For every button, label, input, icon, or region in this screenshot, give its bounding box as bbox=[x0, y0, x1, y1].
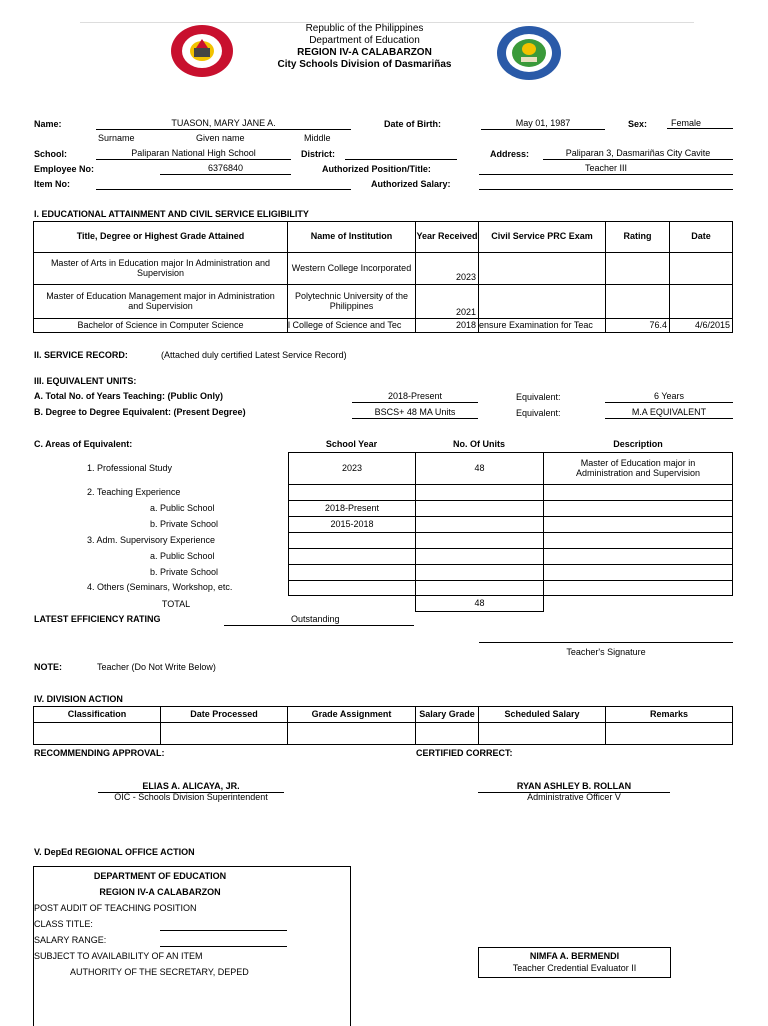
sig2-name: RYAN ASHLEY B. ROLLAN bbox=[478, 781, 670, 793]
efficiency-label: LATEST EFFICIENCY RATING bbox=[34, 614, 161, 624]
recommending-label: RECOMMENDING APPROVAL: bbox=[34, 748, 165, 758]
employee-label: Employee No: bbox=[34, 164, 95, 174]
note-text: Teacher (Do Not Write Below) bbox=[97, 662, 216, 672]
div-header-grade: Grade Assignment bbox=[287, 706, 416, 723]
employee-value: 6376840 bbox=[160, 163, 291, 175]
area-units-cell bbox=[415, 548, 544, 565]
evaluator-name: NIMFA A. BERMENDI bbox=[529, 951, 620, 961]
div-cell bbox=[605, 722, 733, 745]
edu-row-date bbox=[669, 252, 733, 285]
area-units-cell bbox=[415, 532, 544, 549]
edu-header-rating: Rating bbox=[605, 221, 670, 253]
edu-row-exam bbox=[478, 252, 606, 285]
area-year-cell: 2018-Present bbox=[288, 500, 416, 517]
division-seal-icon bbox=[495, 25, 563, 81]
area-desc-cell bbox=[543, 532, 733, 549]
edu-row-year: 2021 bbox=[415, 284, 479, 319]
area-year-cell bbox=[288, 532, 416, 549]
item-label: Item No: bbox=[34, 179, 70, 189]
edu-header-date: Date bbox=[669, 221, 733, 253]
area-row-label: a. Public School bbox=[150, 502, 215, 513]
area-units-cell bbox=[415, 580, 544, 596]
edu-row-rating bbox=[605, 284, 670, 319]
edu-row-date: 4/6/2015 bbox=[669, 318, 733, 333]
units-title: III. EQUIVALENT UNITS: bbox=[34, 376, 137, 386]
area-row-label: b. Private School bbox=[150, 566, 219, 577]
note-label: NOTE: bbox=[34, 662, 62, 672]
header-republic: Republic of the Philippines bbox=[305, 23, 424, 34]
area-year-cell bbox=[288, 548, 416, 565]
edu-row-institution: Western College Incorporated bbox=[287, 252, 416, 285]
area-year-cell bbox=[288, 484, 416, 501]
area-desc-cell: Master of Education major in Administration and Supervision bbox=[543, 452, 733, 485]
units-b-value: BSCS+ 48 MA Units bbox=[352, 407, 478, 419]
position-value: Teacher III bbox=[479, 163, 733, 175]
regional-line3: POST AUDIT OF TEACHING POSITION bbox=[34, 903, 197, 913]
sex-label: Sex: bbox=[628, 119, 648, 129]
area-desc-cell bbox=[543, 516, 733, 533]
div-header-classification: Classification bbox=[33, 706, 161, 723]
regional-line1: DEPARTMENT OF EDUCATION bbox=[93, 871, 227, 881]
total-label: TOTAL bbox=[161, 599, 191, 609]
sig2-title: Administrative Officer V bbox=[527, 792, 621, 802]
col-school-year: School Year bbox=[325, 439, 378, 449]
edu-row-title: Master of Education Management major in Administration and Supervision bbox=[33, 284, 288, 319]
area-desc-cell bbox=[543, 548, 733, 565]
regional-line6: SUBJECT TO AVAILABILITY OF AN ITEM bbox=[34, 951, 203, 961]
area-row-label: 1. Professional Study bbox=[87, 462, 173, 473]
header-region: REGION IV-A CALABARZON bbox=[297, 47, 432, 58]
address-label: Address: bbox=[490, 149, 530, 159]
edu-row-rating: 76.4 bbox=[605, 318, 670, 333]
units-a-label: A. Total No. of Years Teaching: (Public Only) bbox=[34, 391, 224, 401]
div-cell bbox=[160, 722, 288, 745]
name-value: TUASON, MARY JANE A. bbox=[96, 118, 351, 130]
regional-line7: AUTHORITY OF THE SECRETARY, DEPED bbox=[70, 967, 249, 977]
units-a-eq-value: 6 Years bbox=[605, 391, 733, 403]
area-units-cell bbox=[415, 564, 544, 581]
area-year-cell bbox=[288, 564, 416, 581]
area-desc-cell bbox=[543, 564, 733, 581]
sig1-title: OIC - Schools Division Superintendent bbox=[114, 792, 268, 802]
edu-row-title: Master of Arts in Education major In Administration and Supervision bbox=[33, 252, 288, 285]
header-department: Department of Education bbox=[309, 35, 420, 46]
edu-row-exam bbox=[478, 284, 606, 319]
area-year-cell: 2015-2018 bbox=[288, 516, 416, 533]
education-section-title: I. EDUCATIONAL ATTAINMENT AND CIVIL SERVICE ELIGIBILITY bbox=[34, 209, 309, 219]
edu-row-rating bbox=[605, 252, 670, 285]
units-b-eq-label: Equivalent: bbox=[516, 408, 561, 418]
service-record-note: (Attached duly certified Latest Service Record) bbox=[161, 350, 347, 360]
area-units-cell: 48 bbox=[415, 452, 544, 485]
dob-label: Date of Birth: bbox=[384, 119, 441, 129]
school-label: School: bbox=[34, 149, 67, 159]
edu-row-date bbox=[669, 284, 733, 319]
area-desc-cell bbox=[543, 500, 733, 517]
edu-row-institution: l College of Science and Tec bbox=[287, 318, 416, 333]
area-units-cell bbox=[415, 500, 544, 517]
position-label: Authorized Position/Title: bbox=[322, 164, 431, 174]
area-desc-cell bbox=[543, 580, 733, 596]
units-a-eq-label: Equivalent: bbox=[516, 392, 561, 402]
edu-header-institution: Name of Institution bbox=[287, 221, 416, 253]
area-row-label: b. Private School bbox=[150, 518, 219, 529]
area-year-cell: 2023 bbox=[288, 452, 416, 485]
middle-caption: Middle bbox=[304, 133, 331, 143]
deped-seal-icon bbox=[170, 24, 234, 78]
div-header-date: Date Processed bbox=[160, 706, 288, 723]
area-row-label: 2. Teaching Experience bbox=[87, 486, 181, 497]
units-a-value: 2018-Present bbox=[352, 391, 478, 403]
area-units-cell bbox=[415, 484, 544, 501]
district-label: District: bbox=[301, 149, 336, 159]
areas-label: C. Areas of Equivalent: bbox=[34, 439, 133, 449]
sex-value: Female bbox=[667, 118, 733, 129]
div-cell bbox=[478, 722, 606, 745]
evaluator-title: Teacher Credential Evaluator II bbox=[512, 963, 637, 973]
edu-header-exam: Civil Service PRC Exam bbox=[478, 221, 606, 253]
division-title: IV. DIVISION ACTION bbox=[34, 694, 123, 704]
regional-title: V. DepEd REGIONAL OFFICE ACTION bbox=[34, 847, 195, 857]
div-header-salary-grade: Salary Grade bbox=[415, 706, 479, 723]
div-header-remarks: Remarks bbox=[605, 706, 733, 723]
school-value: Paliparan National High School bbox=[96, 148, 291, 160]
sig1-name: ELIAS A. ALICAYA, JR. bbox=[98, 781, 284, 793]
signature-caption: Teacher's Signature bbox=[566, 647, 646, 657]
area-year-cell bbox=[288, 580, 416, 596]
area-units-cell bbox=[415, 516, 544, 533]
salary-label: Authorized Salary: bbox=[371, 179, 451, 189]
col-description: Description bbox=[613, 439, 663, 449]
total-value: 48 bbox=[415, 595, 544, 612]
salary-range-line bbox=[160, 946, 287, 947]
signature-line bbox=[479, 642, 733, 643]
div-header-scheduled: Scheduled Salary bbox=[478, 706, 606, 723]
item-value bbox=[96, 178, 351, 190]
edu-row-title: Bachelor of Science in Computer Science bbox=[33, 318, 288, 333]
district-value bbox=[345, 148, 457, 160]
salary-value bbox=[479, 178, 733, 190]
edu-row-exam: ensure Examination for Teac bbox=[478, 318, 606, 333]
units-b-label: B. Degree to Degree Equivalent: (Present Degree) bbox=[34, 407, 246, 417]
div-cell bbox=[33, 722, 161, 745]
regional-line5: SALARY RANGE: bbox=[34, 935, 107, 945]
surname-caption: Surname bbox=[98, 133, 135, 143]
certified-label: CERTIFIED CORRECT: bbox=[416, 748, 513, 758]
class-title-line bbox=[160, 930, 287, 931]
div-cell bbox=[415, 722, 479, 745]
edu-header-title: Title, Degree or Highest Grade Attained bbox=[33, 221, 288, 253]
units-b-eq-value: M.A EQUIVALENT bbox=[605, 407, 733, 419]
div-cell bbox=[287, 722, 416, 745]
dob-value: May 01, 1987 bbox=[481, 118, 605, 130]
edu-row-year: 2018 bbox=[415, 318, 479, 333]
header-division: City Schools Division of Dasmariñas bbox=[277, 59, 452, 70]
edu-header-year: Year Received bbox=[415, 221, 479, 253]
regional-line2: REGION IV-A CALABARZON bbox=[99, 887, 221, 897]
address-value: Paliparan 3, Dasmariñas City Cavite bbox=[543, 148, 733, 160]
area-row-label: 4. Others (Seminars, Workshop, etc. bbox=[87, 582, 233, 592]
regional-line4: CLASS TITLE: bbox=[34, 919, 93, 929]
area-row-label: 3. Adm. Supervisory Experience bbox=[87, 534, 216, 545]
given-caption: Given name bbox=[196, 133, 245, 143]
col-units: No. Of Units bbox=[453, 439, 505, 449]
edu-row-institution: Polytechnic University of the Philippines bbox=[287, 284, 416, 319]
area-desc-cell bbox=[543, 484, 733, 501]
efficiency-value: Outstanding bbox=[224, 614, 414, 626]
name-label: Name: bbox=[34, 119, 62, 129]
edu-row-year: 2023 bbox=[415, 252, 479, 285]
area-row-label: a. Public School bbox=[150, 550, 215, 561]
service-record-title: II. SERVICE RECORD: bbox=[34, 350, 128, 360]
